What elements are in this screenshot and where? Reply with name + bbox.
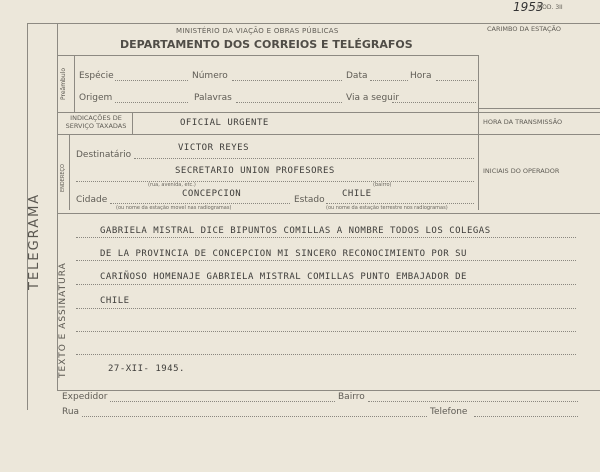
telegram-vertical-title: TELEGRAMA (27, 192, 42, 290)
message-rule-6 (76, 354, 576, 355)
texto-assinatura-label: TEXTO E ASSINATURA (58, 262, 68, 378)
stamp-area-bottom (478, 108, 600, 109)
service-divider (132, 112, 133, 134)
service-indications-label: INDICAÇÕES DE SERVIÇO TAXADAS (65, 114, 127, 130)
message-line-3: CARIÑOSO HOMENAJE GABRIELA MISTRAL COMILLAS PUNTO EMBAJADOR DE (100, 272, 467, 282)
footer-bairro-field[interactable] (368, 401, 578, 402)
hora-field[interactable] (436, 80, 476, 81)
hora-transmissao-label: HORA DA TRANSMISSÃO (483, 118, 563, 126)
footer-bairro-label: Bairro (338, 392, 365, 402)
ministry-title: MINISTÉRIO DA VIAÇÃO E OBRAS PÚBLICAS (176, 27, 339, 35)
transmission-box-bottom (478, 134, 600, 135)
bairro-hint: (bairro) (373, 182, 392, 188)
message-rule-1 (76, 237, 576, 238)
city-hint: (ou nome da estação movel nas radiogramas) (116, 205, 232, 211)
origem-label: Origem (79, 93, 113, 103)
message-rule-4 (76, 308, 576, 309)
preamble-bottom (57, 112, 600, 113)
message-rule-3 (76, 284, 576, 285)
endereco-label: ENDEREÇO (60, 164, 66, 192)
street-hint: (rua, avenida, etc.) (148, 182, 196, 188)
especie-label: Espécie (79, 71, 114, 81)
telefone-field[interactable] (474, 416, 578, 417)
destinatario-label: Destinatário (76, 150, 132, 160)
estado-value: CHILE (342, 189, 372, 199)
cidade-label: Cidade (76, 195, 108, 205)
message-rule-5 (76, 331, 576, 332)
department-title: DEPARTAMENTO DOS CORREIOS E TELÉGRAFOS (120, 38, 413, 51)
preamble-inner-divider (74, 55, 75, 112)
destinatario-field[interactable] (134, 158, 474, 159)
message-bottom (57, 390, 600, 391)
message-line-2: DE LA PROVINCIA DE CONCEPCION MI SINCERO RECONOCIMIENTO POR SU (100, 249, 467, 259)
estado-field[interactable] (326, 203, 474, 204)
message-date: 27-XII- 1945. (108, 364, 185, 374)
via-field[interactable] (392, 102, 476, 103)
destinatario-value: VICTOR REYES (178, 143, 250, 153)
iniciais-operador-label: INICIAIS DO OPERADOR (483, 167, 560, 175)
estado-label: Estado (294, 195, 325, 205)
form-code: MOD. 3II (537, 4, 563, 11)
expedidor-field[interactable] (110, 401, 335, 402)
cidade-value: CONCEPCION (182, 189, 242, 199)
palavras-field[interactable] (236, 102, 342, 103)
rua-label: Rua (62, 407, 80, 417)
service-value: OFICIAL URGENTE (180, 118, 269, 128)
numero-field[interactable] (232, 80, 342, 81)
message-rule-2 (76, 260, 576, 261)
top-border (27, 23, 600, 24)
preamble-top (57, 55, 478, 56)
station-stamp-label: CARIMBO DA ESTAÇÃO (487, 25, 561, 33)
doc-number: 1953 (513, 0, 544, 14)
address-line2-value: SECRETARIO UNION PROFESORES (175, 166, 335, 176)
address-street-field[interactable] (76, 181, 474, 182)
message-line-4: CHILE (100, 296, 130, 306)
numero-label: Número (192, 71, 228, 81)
message-line-1: GABRIELA MISTRAL DICE BIPUNTOS COMILLAS A NOMBRE TODOS LOS COLEGAS (100, 226, 491, 236)
address-bottom (57, 213, 600, 214)
rua-field[interactable] (82, 416, 427, 417)
origem-field[interactable] (115, 102, 188, 103)
service-bottom (57, 134, 478, 135)
state-hint: (ou nome da estação terrestre nos radiogramas) (326, 205, 448, 211)
via-label: Via a seguir (346, 93, 400, 103)
especie-field[interactable] (115, 80, 188, 81)
right-column-border (478, 55, 479, 210)
data-field[interactable] (370, 80, 408, 81)
address-inner-divider (69, 134, 70, 210)
hora-label: Hora (410, 71, 432, 81)
data-label: Data (346, 71, 368, 81)
preambulo-label: Preâmbulo (60, 67, 67, 100)
telefone-label: Telefone (430, 407, 468, 417)
expedidor-label: Expedidor (62, 392, 108, 402)
cidade-field[interactable] (110, 203, 290, 204)
palavras-label: Palavras (194, 93, 232, 103)
